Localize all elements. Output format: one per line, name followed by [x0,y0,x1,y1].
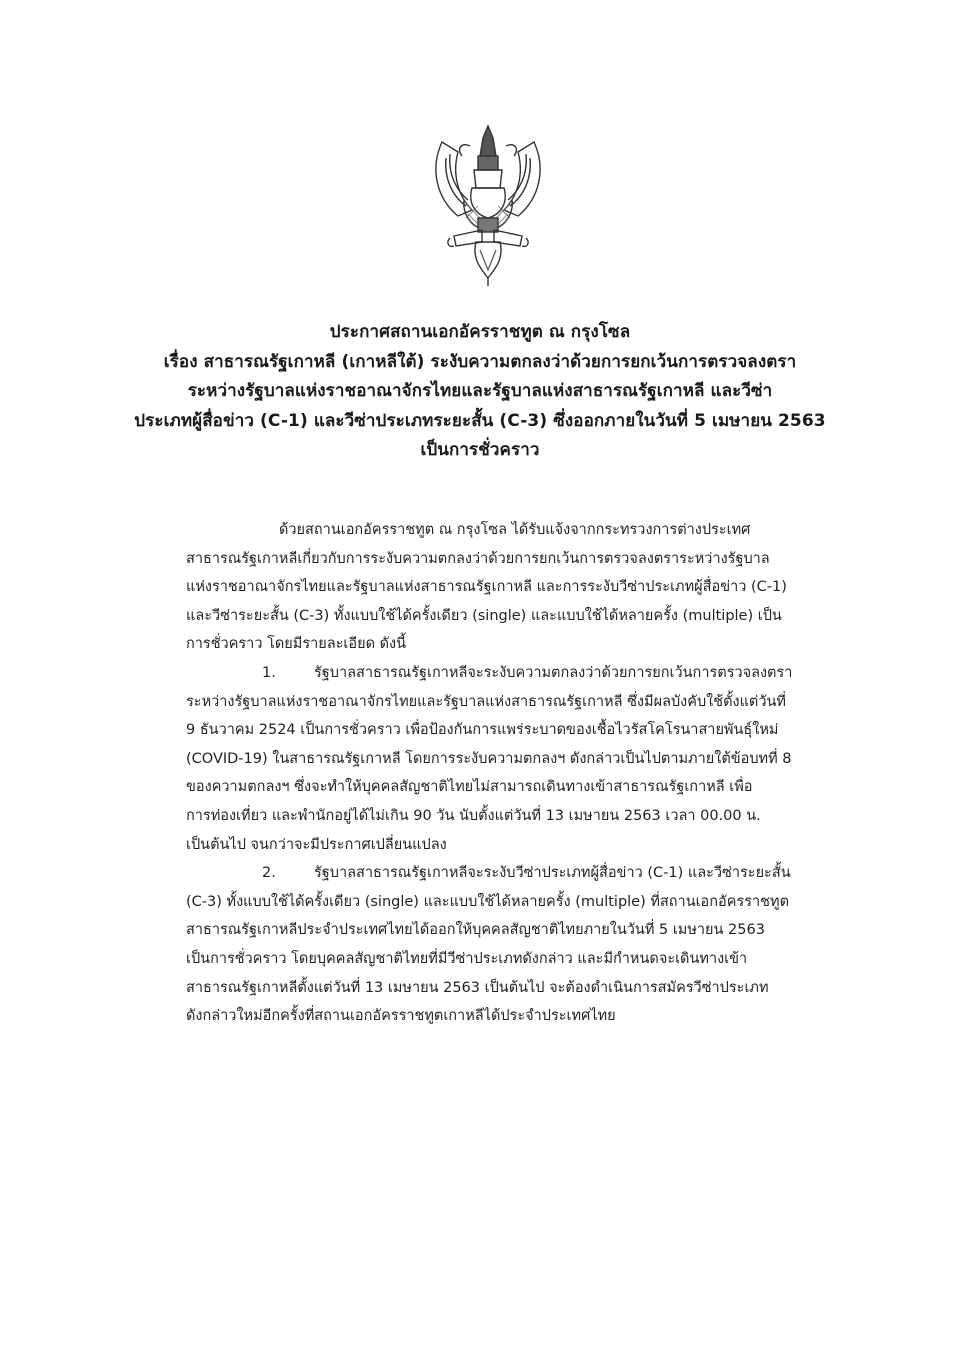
title-line: ประเภทผู้สื่อข่าว (C-1) และวีซ่าประเภทระยะสั้น (C-3) ซึ่งออกภายในวันที่ 5 เมษายน 2563 [134,410,826,431]
numbered-item-1 [186,659,866,859]
text-line: แห่งราชอาณาจักรไทยและรัฐบาลแห่งสาธารณรัฐเกาหลี และการระงับวีซ่าประเภทผู้สื่อข่าว (C-1) [186,579,787,596]
item-number: 1. [262,664,276,681]
intro-paragraph [186,516,866,659]
text-line: สาธารณรัฐเกาหลีตั้งแต่วันที่ 13 เมษายน 2563 เป็นต้นไป จะต้องดำเนินการสมัครวีซ่าประเภท [186,979,769,996]
text-line: สาธารณรัฐเกาหลีเกี่ยวกับการระงับความตกลงว่าด้วยการยกเว้นการตรวจลงตราระหว่างรัฐบาล [186,550,770,567]
title-line: ประกาศสถานเอกอัครราชทูต ณ กรุงโซล [329,322,631,342]
text-line: การชั่วคราว โดยมีรายละเอียด ดังนี้ [186,636,407,653]
text-line: เป็นการชั่วคราว โดยบุคคลสัญชาติไทยที่มีวีซ่าประเภทดังกล่าว และมีกำหนดจะเดินทางเข้า [186,950,748,967]
document-title [0,318,960,466]
title-line: เป็นการชั่วคราว [420,440,540,460]
numbered-item-2 [186,859,866,1031]
text-line: รัฐบาลสาธารณรัฐเกาหลีจะระงับวีซ่าประเภทผู้สื่อข่าว (C-1) และวีซ่าระยะสั้น [314,865,791,882]
title-line: เรื่อง สาธารณรัฐเกาหลี (เกาหลีใต้) ระงับความตกลงว่าด้วยการยกเว้นการตรวจลงตรา [163,351,797,372]
item-number: 2. [262,865,276,882]
text-line: ด้วยสถานเอกอัครราชทูต ณ กรุงโซล ได้รับแจ้งจากกระทรวงการต่างประเทศ [279,522,751,538]
text-line: ระหว่างรัฐบาลแห่งราชอาณาจักรไทยและรัฐบาลแห่งสาธารณรัฐเกาหลี ซึ่งมีผลบังคับใช้ตั้งแต่วันที่ [186,693,786,710]
text-line: การท่องเที่ยว และพำนักอยู่ได้ไม่เกิน 90 วัน นับตั้งแต่วันที่ 13 เมษายน 2563 เวลา 00.00 น. [186,807,761,824]
text-line: 9 ธันวาคม 2524 เป็นการชั่วคราว เพื่อป้องกันการแพร่ระบาดของเชื้อไวรัสโคโรนาสายพันธุ์ใหม่ [186,722,779,739]
text-line: สาธารณรัฐเกาหลีประจำประเทศไทยได้ออกให้บุคคลสัญชาติไทยภายในวันที่ 5 เมษายน 2563 [186,922,765,939]
text-line: เป็นต้นไป จนกว่าจะมีประกาศเปลี่ยนแปลง [186,836,447,853]
text-line: รัฐบาลสาธารณรัฐเกาหลีจะระงับความตกลงว่าด้วยการยกเว้นการตรวจลงตรา [314,664,793,681]
text-line: (C-3) ทั้งแบบใช้ได้ครั้งเดียว (single) และแบบใช้ได้หลายครั้ง (multiple) ที่สถานเอกอัครราชทูต [186,893,789,910]
garuda-emblem-icon [428,118,548,288]
title-line: ระหว่างรัฐบาลแห่งราชอาณาจักรไทยและรัฐบาลแห่งสาธารณรัฐเกาหลี และวีซ่า [187,381,773,401]
text-line: ของความตกลงฯ ซึ่งจะทำให้บุคคลสัญชาติไทยไม่สามารถเดินทางเข้าสาธารณรัฐเกาหลี เพื่อ [186,779,753,796]
text-line: (COVID-19) ในสาธารณรัฐเกาหลี โดยการระงับความตกลงฯ ดังกล่าวเป็นไปตามภายใต้ข้อบทที่ 8 [186,750,792,767]
text-line: ดังกล่าวใหม่อีกครั้งที่สถานเอกอัครราชทูตเกาหลีได้ประจำประเทศไทย [186,1008,616,1025]
text-line: และวีซ่าระยะสั้น (C-3) ทั้งแบบใช้ได้ครั้งเดียว (single) และแบบใช้ได้หลายครั้ง (multiple) เป็น [186,607,782,624]
document-body [186,516,866,1031]
